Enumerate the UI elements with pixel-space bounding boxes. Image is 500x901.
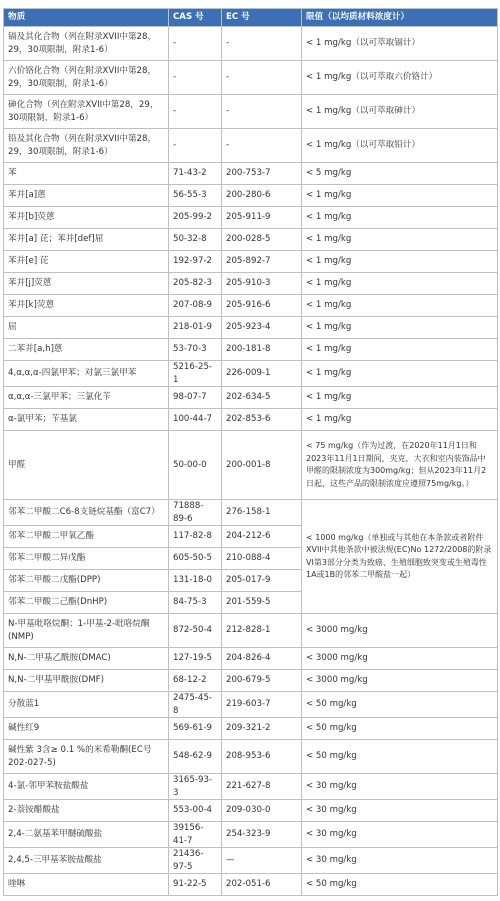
ec-cell: 200-679-5 xyxy=(222,670,302,692)
ec-cell: 200-028-5 xyxy=(222,229,302,251)
header-row xyxy=(4,9,498,27)
ec-cell: 205-017-9 xyxy=(222,570,302,592)
table-row xyxy=(4,500,498,526)
table-row xyxy=(4,339,498,361)
table-row xyxy=(4,692,498,718)
limit-cell: < 75 mg/kg（作为过渡，在2020年11月1日和2023年11月1日期间，夹克，大衣和室内装饰品中甲醛的限制浓度为300mg/kg；但从2023年11月2日起，这些产品的限制浓度应遵照75mg/kg。） xyxy=(302,431,498,500)
substance-cell: 碱性紫 3含≥ 0.1 %的米希勒酮(EC号202-027-5) xyxy=(4,740,169,774)
substance-cell: 六价铬化合物（列在附录XVII中第28，29，30项限制，附录1-6） xyxy=(4,61,169,95)
limit-cell: < 1 mg/kg（以可萃取六价铬计） xyxy=(302,61,498,95)
table-row xyxy=(4,409,498,431)
table-row xyxy=(4,670,498,692)
ec-cell: 209-321-2 xyxy=(222,718,302,740)
limit-cell: < 50 mg/kg xyxy=(302,718,498,740)
table-row xyxy=(4,207,498,229)
limit-cell: < 1 mg/kg xyxy=(302,273,498,295)
header-ec: EC 号 xyxy=(222,9,302,27)
table-row xyxy=(4,185,498,207)
table-row xyxy=(4,614,498,648)
table-row xyxy=(4,874,498,896)
ec-cell: 200-280-6 xyxy=(222,185,302,207)
substance-cell: 4,α,α,α-四氯甲苯；对氯三氯甲苯 xyxy=(4,361,169,387)
ec-cell: 200-001-8 xyxy=(222,431,302,500)
cas-cell: 605-50-5 xyxy=(169,548,222,570)
cas-cell: 192-97-2 xyxy=(169,251,222,273)
substance-cell: 碱性红9 xyxy=(4,718,169,740)
cas-cell: 91-22-5 xyxy=(169,874,222,896)
substance-cell: 邻苯二甲酸二戊酯(DPP) xyxy=(4,570,169,592)
ec-cell: — xyxy=(222,848,302,874)
ec-cell: 201-559-5 xyxy=(222,592,302,614)
cas-cell: 548-62-9 xyxy=(169,740,222,774)
cas-cell: 117-82-8 xyxy=(169,526,222,548)
ec-cell: 205-911-9 xyxy=(222,207,302,229)
substance-cell: 4-氯-邻甲苯胺盐酸盐 xyxy=(4,774,169,800)
table-row xyxy=(4,800,498,822)
cas-cell: 872-50-4 xyxy=(169,614,222,648)
limit-cell: < 1 mg/kg xyxy=(302,361,498,387)
cas-cell: 5216-25-1 xyxy=(169,361,222,387)
limit-cell: < 1 mg/kg（以可萃取砷计） xyxy=(302,95,498,129)
substance-cell: 分散蓝1 xyxy=(4,692,169,718)
ec-cell: 212-828-1 xyxy=(222,614,302,648)
limit-cell: < 1 mg/kg xyxy=(302,229,498,251)
ec-cell: 205-916-6 xyxy=(222,295,302,317)
cas-cell: 71888-89-6 xyxy=(169,500,222,526)
cas-cell: 56-55-3 xyxy=(169,185,222,207)
substance-cell: 砷化合物（列在附录XVII中第28，29，30项限制，附录1-6） xyxy=(4,95,169,129)
table-row xyxy=(4,774,498,800)
cas-cell: 39156-41-7 xyxy=(169,822,222,848)
limit-cell: < 1 mg/kg xyxy=(302,251,498,273)
restricted-substances-table xyxy=(3,8,498,896)
table-body xyxy=(4,27,498,896)
ec-cell: 204-826-4 xyxy=(222,648,302,670)
table-row xyxy=(4,251,498,273)
cas-cell: 205-82-3 xyxy=(169,273,222,295)
limit-cell: < 1 mg/kg xyxy=(302,207,498,229)
table-row xyxy=(4,295,498,317)
substance-cell: 苯并[b]荧蒽 xyxy=(4,207,169,229)
substance-cell: 屈 xyxy=(4,317,169,339)
ec-cell: 219-603-7 xyxy=(222,692,302,718)
header-cas: CAS 号 xyxy=(169,9,222,27)
cas-cell: 218-01-9 xyxy=(169,317,222,339)
cas-cell: 21436-97-5 xyxy=(169,848,222,874)
limit-cell: < 30 mg/kg xyxy=(302,848,498,874)
ec-cell: - xyxy=(222,61,302,95)
table-row xyxy=(4,648,498,670)
limit-cell: < 1 mg/kg xyxy=(302,387,498,409)
ec-cell: 205-923-4 xyxy=(222,317,302,339)
cas-cell: 131-18-0 xyxy=(169,570,222,592)
table-row xyxy=(4,431,498,500)
substance-cell: 2,4,5-三甲基苯胺盐酸盐 xyxy=(4,848,169,874)
cas-cell: 3165-93-3 xyxy=(169,774,222,800)
table-row xyxy=(4,129,498,163)
cas-cell: 100-44-7 xyxy=(169,409,222,431)
substance-cell: 苯 xyxy=(4,163,169,185)
cas-cell: - xyxy=(169,129,222,163)
table-row xyxy=(4,95,498,129)
ec-cell: 204-212-6 xyxy=(222,526,302,548)
limit-cell: < 30 mg/kg xyxy=(302,800,498,822)
limit-cell: < 3000 mg/kg xyxy=(302,648,498,670)
cas-cell: 53-70-3 xyxy=(169,339,222,361)
substance-cell: 苯并[e] 芘 xyxy=(4,251,169,273)
substance-cell: 苯并[j]荧蒽 xyxy=(4,273,169,295)
limit-cell: < 3000 mg/kg xyxy=(302,670,498,692)
limit-cell: < 50 mg/kg xyxy=(302,740,498,774)
cas-cell: 553-00-4 xyxy=(169,800,222,822)
substance-cell: 苯并[a]蒽 xyxy=(4,185,169,207)
cas-cell: 84-75-3 xyxy=(169,592,222,614)
substance-cell: 镉及其化合物（列在附录XVII中第28，29，30项限制，附录1-6） xyxy=(4,27,169,61)
ec-cell: 208-953-6 xyxy=(222,740,302,774)
table-row xyxy=(4,27,498,61)
substance-cell: 邻苯二甲酸二C6-8支链烷基酯（富C7） xyxy=(4,500,169,526)
limit-cell: < 1 mg/kg（以可萃取镉计） xyxy=(302,27,498,61)
cas-cell: 50-32-8 xyxy=(169,229,222,251)
limit-cell: < 5 mg/kg xyxy=(302,163,498,185)
table-row xyxy=(4,273,498,295)
cas-cell: 50-00-0 xyxy=(169,431,222,500)
substance-cell: 邻苯二甲酸二甲氧乙酯 xyxy=(4,526,169,548)
substance-cell: 二苯并[a,h]蒽 xyxy=(4,339,169,361)
ec-cell: 221-627-8 xyxy=(222,774,302,800)
table-row xyxy=(4,718,498,740)
header-substance: 物质 xyxy=(4,9,169,27)
limit-cell: < 1 mg/kg xyxy=(302,295,498,317)
limit-cell: < 50 mg/kg xyxy=(302,874,498,896)
cas-cell: 127-19-5 xyxy=(169,648,222,670)
ec-cell: - xyxy=(222,95,302,129)
limit-cell: < 1 mg/kg xyxy=(302,317,498,339)
ec-cell: 226-009-1 xyxy=(222,361,302,387)
substance-cell: N,N-二甲基甲酰胺(DMF) xyxy=(4,670,169,692)
substance-cell: 邻苯二甲酸二异戊酯 xyxy=(4,548,169,570)
cas-cell: 569-61-9 xyxy=(169,718,222,740)
substance-cell: 喹啉 xyxy=(4,874,169,896)
table-header xyxy=(4,9,498,27)
table-row xyxy=(4,317,498,339)
ec-cell: 254-323-9 xyxy=(222,822,302,848)
header-limit: 限值（以均质材料浓度计） xyxy=(302,9,498,27)
ec-cell: 209-030-0 xyxy=(222,800,302,822)
limit-cell: < 1 mg/kg xyxy=(302,185,498,207)
table-row xyxy=(4,822,498,848)
ec-cell: 202-853-6 xyxy=(222,409,302,431)
substance-cell: N-甲基吡咯烷酮；1-甲基-2-吡咯烷酮(NMP) xyxy=(4,614,169,648)
substance-cell: 2,4-二氨基苯甲醚硫酸盐 xyxy=(4,822,169,848)
substance-cell: 苯并[k]荧蒽 xyxy=(4,295,169,317)
limit-cell: < 30 mg/kg xyxy=(302,774,498,800)
ec-cell: 200-181-8 xyxy=(222,339,302,361)
cas-cell: 98-07-7 xyxy=(169,387,222,409)
substance-cell: 邻苯二甲酸二己酯(DnHP) xyxy=(4,592,169,614)
limit-cell: < 1 mg/kg xyxy=(302,339,498,361)
cas-cell: - xyxy=(169,95,222,129)
ec-cell: 210-088-4 xyxy=(222,548,302,570)
cas-cell: 207-08-9 xyxy=(169,295,222,317)
substance-cell: N,N-二甲基乙酰胺(DMAC) xyxy=(4,648,169,670)
ec-cell: 200-753-7 xyxy=(222,163,302,185)
limit-cell: < 1000 mg/kg（单独或与其他在本条款或者附件XVII中其他条款中被法规(EC)No 1272/2008的附录VI第3部分分类为致癌、生殖细胞致突变或生殖毒性1A或1B的邻苯二甲酸盐一起） xyxy=(302,500,498,614)
cas-cell: 71-43-2 xyxy=(169,163,222,185)
ec-cell: - xyxy=(222,129,302,163)
cas-cell: 68-12-2 xyxy=(169,670,222,692)
table-row xyxy=(4,848,498,874)
ec-cell: 202-051-6 xyxy=(222,874,302,896)
limit-cell: < 1 mg/kg（以可萃取铅计） xyxy=(302,129,498,163)
substance-cell: 2-萘铵醋酸盐 xyxy=(4,800,169,822)
substance-cell: 甲醛 xyxy=(4,431,169,500)
table-row xyxy=(4,61,498,95)
limit-cell: < 1 mg/kg xyxy=(302,409,498,431)
table-row xyxy=(4,361,498,387)
ec-cell: 276-158-1 xyxy=(222,500,302,526)
table-row xyxy=(4,740,498,774)
ec-cell: 202-634-5 xyxy=(222,387,302,409)
cas-cell: - xyxy=(169,27,222,61)
ec-cell: - xyxy=(222,27,302,61)
substance-cell: α-氯甲苯；苄基氯 xyxy=(4,409,169,431)
table-row xyxy=(4,387,498,409)
ec-cell: 205-910-3 xyxy=(222,273,302,295)
limit-cell: < 30 mg/kg xyxy=(302,822,498,848)
cas-cell: - xyxy=(169,61,222,95)
cas-cell: 2475-45-8 xyxy=(169,692,222,718)
substance-cell: α,α,α-三氯甲苯；三氯化苄 xyxy=(4,387,169,409)
table-row xyxy=(4,229,498,251)
ec-cell: 205-892-7 xyxy=(222,251,302,273)
limit-cell: < 3000 mg/kg xyxy=(302,614,498,648)
cas-cell: 205-99-2 xyxy=(169,207,222,229)
substance-cell: 苯并[a] 芘；苯并[def]屈 xyxy=(4,229,169,251)
limit-cell: < 50 mg/kg xyxy=(302,692,498,718)
table-row xyxy=(4,163,498,185)
substance-cell: 铅及其化合物（列在附录XVII中第28，29，30项限制，附录1-6） xyxy=(4,129,169,163)
